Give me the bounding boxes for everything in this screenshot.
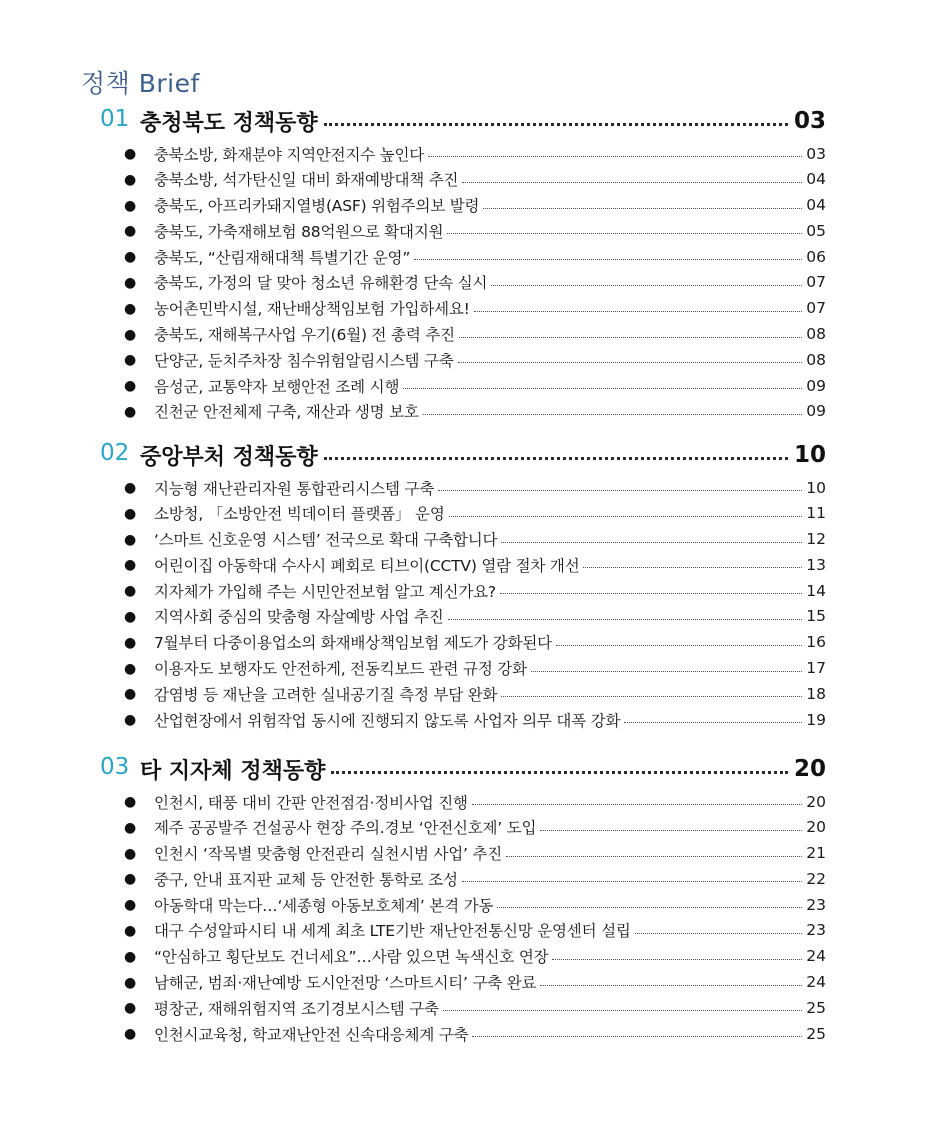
section-item-list bbox=[0, 475, 929, 733]
dot-leader bbox=[458, 362, 803, 363]
toc-entry-row bbox=[154, 167, 826, 192]
dot-leader bbox=[552, 959, 802, 960]
bullet-icon: ● bbox=[124, 171, 137, 188]
toc-entry-page-number: 09 bbox=[806, 376, 826, 395]
section-item-list bbox=[0, 141, 929, 425]
section-number: 02 bbox=[100, 440, 130, 466]
dot-leader bbox=[472, 1036, 802, 1037]
toc-entry-page-number: 08 bbox=[806, 350, 826, 369]
toc-entry[interactable] bbox=[0, 918, 929, 944]
bullet-icon: ● bbox=[124, 326, 137, 343]
toc-entry[interactable] bbox=[0, 296, 929, 322]
bullet-icon: ● bbox=[124, 1000, 137, 1017]
toc-entry[interactable] bbox=[0, 501, 929, 527]
toc-entry-title: 평창군, 재해위험지역 조기경보시스템 구축 bbox=[154, 999, 439, 1018]
dot-leader bbox=[531, 671, 802, 672]
bullet-icon: ● bbox=[124, 197, 137, 214]
dot-leader bbox=[491, 285, 802, 286]
bullet-icon: ● bbox=[124, 660, 137, 677]
section-heading-row bbox=[140, 437, 826, 473]
toc-entry-row bbox=[154, 399, 826, 424]
toc-entry-page-number: 03 bbox=[806, 144, 826, 163]
toc-entry-page-number: 06 bbox=[806, 247, 826, 266]
toc-entry-title: 남해군, 범죄·재난예방 도시안전망 ‘스마트시티’ 구축 완료 bbox=[154, 974, 537, 993]
toc-entry-row bbox=[154, 918, 826, 943]
toc-entry-row bbox=[154, 373, 826, 398]
toc-entry[interactable] bbox=[0, 630, 929, 656]
toc-entry-page-number: 14 bbox=[806, 581, 826, 600]
toc-entry[interactable] bbox=[0, 399, 929, 425]
toc-entry-row bbox=[154, 681, 826, 706]
dot-leader bbox=[449, 516, 803, 517]
toc-entry-row bbox=[154, 501, 826, 526]
toc-entry[interactable] bbox=[0, 707, 929, 733]
dot-leader bbox=[423, 414, 803, 415]
toc-entry-page-number: 10 bbox=[806, 478, 826, 497]
toc-entry[interactable] bbox=[0, 866, 929, 892]
toc-entry-row bbox=[154, 527, 826, 552]
toc-entry-page-number: 09 bbox=[806, 402, 826, 421]
toc-entry-row bbox=[154, 630, 826, 655]
bullet-icon: ● bbox=[124, 403, 137, 420]
toc-entry-title: “안심하고 횡단보도 건너세요”…사람 있으면 녹색신호 연장 bbox=[154, 948, 549, 967]
bullet-icon: ● bbox=[124, 948, 137, 965]
bullet-icon: ● bbox=[124, 557, 137, 574]
toc-entry-title: 진천군 안전체제 구축, 재산과 생명 보호 bbox=[154, 403, 419, 422]
toc-entry-page-number: 23 bbox=[806, 921, 826, 940]
toc-entry[interactable] bbox=[0, 578, 929, 604]
toc-entry-page-number: 21 bbox=[806, 844, 826, 863]
toc-entry-row bbox=[154, 322, 826, 347]
toc-entry-row bbox=[154, 604, 826, 629]
toc-entry-page-number: 13 bbox=[806, 555, 826, 574]
dot-leader bbox=[403, 388, 802, 389]
dot-leader bbox=[500, 593, 802, 594]
toc-entry[interactable] bbox=[0, 944, 929, 970]
toc-entry-page-number: 07 bbox=[806, 299, 826, 318]
toc-section bbox=[0, 103, 929, 425]
toc-entry[interactable] bbox=[0, 841, 929, 867]
toc-entry-row bbox=[154, 656, 826, 681]
toc-entry-row bbox=[154, 970, 826, 995]
toc-entry[interactable] bbox=[0, 604, 929, 630]
toc-section bbox=[0, 751, 929, 1047]
toc-entry-page-number: 05 bbox=[806, 221, 826, 240]
bullet-icon: ● bbox=[124, 300, 137, 317]
dot-leader bbox=[462, 182, 802, 183]
toc-entry-row bbox=[154, 578, 826, 603]
toc-entry[interactable] bbox=[0, 995, 929, 1021]
toc-entry[interactable] bbox=[0, 1021, 929, 1047]
bullet-icon: ● bbox=[124, 608, 137, 625]
toc-entry-row bbox=[154, 841, 826, 866]
section-page-number: 20 bbox=[793, 756, 826, 782]
toc-entry-row bbox=[154, 193, 826, 218]
bullet-icon: ● bbox=[124, 974, 137, 991]
dot-leader bbox=[428, 156, 802, 157]
dot-leader bbox=[443, 1010, 802, 1011]
toc-entry[interactable] bbox=[0, 681, 929, 707]
toc-entry[interactable] bbox=[0, 193, 929, 219]
toc-entry[interactable] bbox=[0, 270, 929, 296]
toc-entry-row bbox=[154, 866, 826, 891]
bullet-icon: ● bbox=[124, 352, 137, 369]
toc-entry-title: 충북도, 아프리카돼지열병(ASF) 위험주의보 발령 bbox=[154, 197, 480, 216]
toc-entry[interactable] bbox=[0, 244, 929, 270]
toc-entry[interactable] bbox=[0, 218, 929, 244]
section-heading[interactable] bbox=[0, 103, 929, 141]
toc-entry-title: 지능형 재난관리자원 통합관리시스템 구축 bbox=[154, 479, 435, 498]
toc-entry-title: 충북도, 가정의 달 맞아 청소년 유해환경 단속 실시 bbox=[154, 274, 488, 293]
dot-leader bbox=[462, 881, 803, 882]
bullet-icon: ● bbox=[124, 794, 137, 810]
bullet-icon: ● bbox=[124, 634, 137, 651]
bullet-icon: ● bbox=[124, 531, 137, 548]
toc-entry-row bbox=[154, 1021, 826, 1046]
toc-entry-title: 인천시 ‘작목별 맞춤형 안전관리 실천시범 사업’ 추진 bbox=[154, 845, 503, 864]
dot-leader bbox=[331, 771, 788, 774]
toc-entry-page-number: 16 bbox=[806, 633, 826, 652]
bullet-icon: ● bbox=[124, 505, 137, 522]
section-page-number: 03 bbox=[793, 108, 826, 134]
toc-entry[interactable] bbox=[0, 892, 929, 918]
bullet-icon: ● bbox=[124, 146, 137, 162]
toc-entry-page-number: 17 bbox=[806, 659, 826, 678]
toc-entry-title: 대구 수성알파시티 내 세계 최초 LTE기반 재난안전통신망 운영센터 설립 bbox=[154, 922, 631, 941]
toc-entry-page-number: 07 bbox=[806, 273, 826, 292]
toc-entry-page-number: 22 bbox=[806, 869, 826, 888]
toc-entry-row bbox=[154, 944, 826, 969]
toc-entry-row bbox=[154, 244, 826, 269]
toc-entry-title: 지역사회 중심의 맞춤형 자살예방 사업 추진 bbox=[154, 608, 444, 627]
bullet-icon: ● bbox=[124, 819, 137, 836]
toc-entry-row bbox=[154, 815, 826, 840]
toc-entry-page-number: 19 bbox=[806, 710, 826, 729]
dot-leader bbox=[459, 337, 802, 338]
section-heading-row bbox=[140, 103, 826, 139]
dot-leader bbox=[506, 856, 802, 857]
toc-entry-title: 충북소방, 화재분야 지역안전지수 높인다 bbox=[154, 145, 425, 164]
toc-entry[interactable] bbox=[0, 789, 929, 815]
section-title: 충청북도 정책동향 bbox=[140, 110, 318, 136]
dot-leader bbox=[583, 567, 802, 568]
dot-leader bbox=[414, 259, 802, 260]
dot-leader bbox=[474, 311, 803, 312]
bullet-icon: ● bbox=[124, 922, 137, 939]
section-heading[interactable] bbox=[0, 437, 929, 475]
dot-leader bbox=[448, 619, 803, 620]
toc-entry-title: 아동학대 막는다…‘세종형 아동보호체계’ 본격 가동 bbox=[154, 896, 494, 915]
section-heading[interactable] bbox=[0, 751, 929, 789]
toc-entry-page-number: 15 bbox=[806, 607, 826, 626]
bullet-icon: ● bbox=[124, 480, 137, 496]
dot-leader bbox=[324, 457, 788, 460]
section-item-list bbox=[0, 789, 929, 1047]
toc-entry-page-number: 23 bbox=[806, 895, 826, 914]
toc-entry-title: 7월부터 다중이용업소의 화재배상책임보험 제도가 강화된다 bbox=[154, 634, 552, 653]
toc-entry-page-number: 20 bbox=[806, 818, 826, 837]
toc-entry-title: 소방청, 「소방안전 빅데이터 플랫폼」 운영 bbox=[154, 505, 445, 524]
toc-entry-row bbox=[154, 296, 826, 321]
toc-entry-title: 음성군, 교통약자 보행안전 조례 시행 bbox=[154, 377, 400, 396]
toc-entry-row bbox=[154, 218, 826, 243]
dot-leader bbox=[624, 722, 802, 723]
toc-entry-page-number: 20 bbox=[806, 792, 826, 811]
dot-leader bbox=[635, 933, 803, 934]
toc-entry[interactable] bbox=[0, 527, 929, 553]
dot-leader bbox=[556, 645, 802, 646]
dot-leader bbox=[540, 830, 802, 831]
toc-entry-row bbox=[154, 347, 826, 372]
dot-leader bbox=[483, 208, 802, 209]
bullet-icon: ● bbox=[124, 871, 137, 888]
dot-leader bbox=[501, 696, 802, 697]
bullet-icon: ● bbox=[124, 583, 137, 600]
toc-entry-page-number: 11 bbox=[806, 504, 826, 523]
dot-leader bbox=[497, 907, 802, 908]
toc-section bbox=[0, 437, 929, 733]
toc-entry-row bbox=[154, 995, 826, 1020]
toc-entry[interactable] bbox=[0, 347, 929, 373]
toc-entry[interactable] bbox=[0, 815, 929, 841]
bullet-icon: ● bbox=[124, 249, 137, 266]
toc-entry-title: 충북도, 가축재해보험 88억원으로 확대지원 bbox=[154, 222, 444, 241]
bullet-icon: ● bbox=[124, 686, 137, 703]
bullet-icon: ● bbox=[124, 845, 137, 862]
toc-entry-title: 제주 공공발주 건설공사 현장 주의.경보 ‘안전신호제’ 도입 bbox=[154, 819, 537, 838]
toc-entry-row bbox=[154, 707, 826, 732]
dot-leader bbox=[438, 490, 802, 491]
toc-entry-title: 충북도, 재해복구사업 우기(6월) 전 총력 추진 bbox=[154, 326, 455, 345]
toc-entry[interactable] bbox=[0, 141, 929, 167]
toc-entry-row bbox=[154, 892, 826, 917]
toc-entry[interactable] bbox=[0, 322, 929, 348]
toc-entry-title: ‘스마트 신호운영 시스템’ 전국으로 확대 구축합니다 bbox=[154, 531, 498, 550]
toc-entry-title: 중구, 안내 표지판 교체 등 안전한 통학로 조성 bbox=[154, 870, 458, 889]
toc-entry-page-number: 12 bbox=[806, 530, 826, 549]
toc-entry-page-number: 18 bbox=[806, 684, 826, 703]
toc-entry-row bbox=[154, 475, 826, 500]
bullet-icon: ● bbox=[124, 274, 137, 291]
toc-entry-page-number: 25 bbox=[806, 1024, 826, 1043]
toc-entry-page-number: 24 bbox=[806, 973, 826, 992]
section-title: 중앙부처 정책동향 bbox=[140, 444, 318, 470]
toc-entry-page-number: 04 bbox=[806, 196, 826, 215]
toc-entry-page-number: 25 bbox=[806, 998, 826, 1017]
bullet-icon: ● bbox=[124, 223, 137, 240]
toc-entry-title: 감염병 등 재난을 고려한 실내공기질 측정 부담 완화 bbox=[154, 685, 498, 704]
page-title: 정책 Brief bbox=[81, 69, 200, 98]
toc-entry-page-number: 04 bbox=[806, 170, 826, 189]
toc-entry-title: 인천시, 태풍 대비 간판 안전점검·정비사업 진행 bbox=[154, 793, 468, 812]
toc-entry-title: 단양군, 둔치주차장 침수위험알림시스템 구축 bbox=[154, 351, 454, 370]
toc-entry-title: 농어촌민박시설, 재난배상책임보험 가입하세요! bbox=[154, 300, 470, 319]
toc-entry-row bbox=[154, 141, 826, 166]
dot-leader bbox=[501, 542, 802, 543]
bullet-icon: ● bbox=[124, 712, 137, 729]
toc-entry[interactable] bbox=[0, 552, 929, 578]
dot-leader bbox=[324, 123, 788, 126]
toc-entry-title: 산업현장에서 위험작업 동시에 진행되지 않도록 사업자 의무 대폭 강화 bbox=[154, 711, 621, 730]
dot-leader bbox=[540, 985, 802, 986]
bullet-icon: ● bbox=[124, 1026, 137, 1043]
dot-leader bbox=[472, 804, 802, 805]
toc-entry-title: 인천시교육청, 학교재난안전 신속대응체계 구축 bbox=[154, 1025, 469, 1044]
toc-entry-row bbox=[154, 552, 826, 577]
toc-entry[interactable] bbox=[0, 970, 929, 996]
toc-entry-title: 어린이집 아동학대 수사시 폐회로 티브이(CCTV) 열람 절차 개선 bbox=[154, 556, 580, 575]
toc-entry[interactable] bbox=[0, 475, 929, 501]
section-title: 타 지자체 정책동향 bbox=[140, 758, 326, 784]
toc-entry-page-number: 24 bbox=[806, 947, 826, 966]
toc-entry-title: 충북도, “산림재해대책 특별기간 운영” bbox=[154, 248, 411, 267]
toc-entry-row bbox=[154, 270, 826, 295]
section-number: 03 bbox=[100, 754, 130, 780]
toc-entry-title: 충북소방, 석가탄신일 대비 화재예방대책 추진 bbox=[154, 171, 459, 190]
toc-entry-title: 이용자도 보행자도 안전하게, 전동킥보드 관련 규정 강화 bbox=[154, 660, 527, 679]
toc-entry[interactable] bbox=[0, 373, 929, 399]
section-heading-row bbox=[140, 751, 826, 787]
toc-entry-page-number: 08 bbox=[806, 325, 826, 344]
bullet-icon: ● bbox=[124, 378, 137, 395]
toc-entry[interactable] bbox=[0, 167, 929, 193]
bullet-icon: ● bbox=[124, 897, 137, 914]
toc-entry-row bbox=[154, 789, 826, 814]
section-number: 01 bbox=[100, 106, 130, 132]
toc-entry[interactable] bbox=[0, 656, 929, 682]
section-page-number: 10 bbox=[793, 442, 826, 468]
toc-entry-title: 지자체가 가입해 주는 시민안전보험 알고 계신가요? bbox=[154, 582, 496, 601]
dot-leader bbox=[447, 233, 802, 234]
